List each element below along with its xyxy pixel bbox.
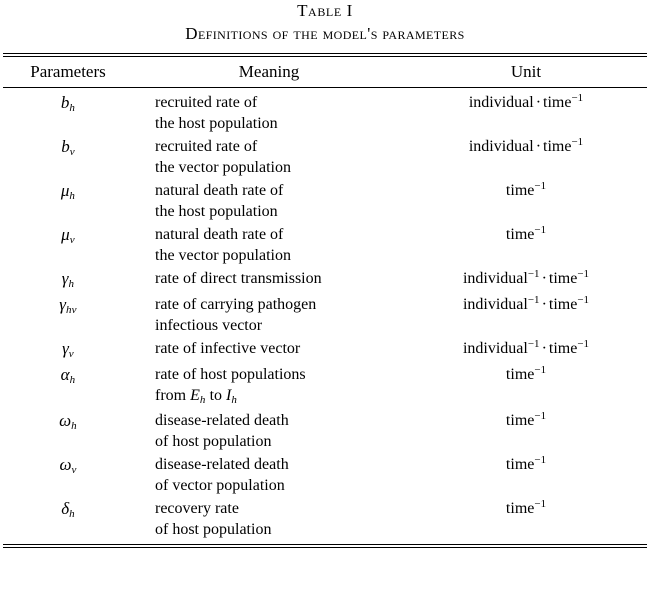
- table-row: [3, 336, 647, 362]
- table-body: [3, 88, 647, 540]
- parameter-unit: time$^{-1}$: [505, 180, 547, 199]
- bottom-double-rule: [0, 544, 650, 548]
- column-header-meaning: Meaning: [238, 62, 300, 81]
- rule-bottom-outer: [3, 547, 647, 548]
- meaning-line-2: of vector population: [155, 477, 285, 494]
- table-row: [3, 88, 647, 134]
- parameter-unit: individual · time$^{-1}$: [468, 92, 584, 111]
- parameter-symbol: $\mu_v$: [61, 225, 75, 246]
- column-header-parameters: Parameters: [30, 62, 106, 81]
- meaning-line-2: of host population: [155, 433, 272, 450]
- parameter-symbol: $\gamma_v$: [62, 339, 74, 360]
- meaning-line-1: rate of carrying pathogen: [155, 296, 317, 313]
- meaning-line-2: from $E_h$ to $I_h$: [155, 387, 238, 406]
- meaning-line-1: recovery rate: [155, 500, 239, 517]
- parameter-symbol: $b_v$: [61, 137, 75, 158]
- parameter-meaning: [133, 336, 405, 362]
- meaning-line-2: the vector population: [155, 247, 291, 264]
- parameter-meaning: [133, 134, 405, 178]
- parameter-meaning: [133, 88, 405, 134]
- meaning-line-2: infectious vector: [155, 317, 263, 334]
- table-row: [3, 362, 647, 408]
- meaning-line-2: of host population: [155, 521, 272, 538]
- meaning-line-1: rate of infective vector: [155, 340, 301, 357]
- table-title: Definitions of the model's parameters: [185, 24, 465, 43]
- parameter-unit: individual$^{-1}$ · time$^{-1}$: [462, 338, 590, 357]
- table-row: [3, 408, 647, 452]
- parameter-meaning: [133, 496, 405, 540]
- meaning-line-1: recruited rate of: [155, 94, 258, 111]
- parameter-unit: time$^{-1}$: [505, 454, 547, 473]
- parameter-symbol: $\mu_h$: [60, 181, 76, 202]
- parameters-table: [3, 57, 647, 87]
- meaning-line-2: the vector population: [155, 159, 291, 176]
- parameter-symbol: $\gamma_{hv}$: [59, 295, 77, 316]
- meaning-line-1: disease-related death: [155, 412, 289, 429]
- meaning-line-1: natural death rate of: [155, 182, 284, 199]
- parameter-unit: time$^{-1}$: [505, 224, 547, 243]
- parameter-symbol: $b_h$: [60, 93, 76, 114]
- column-header-unit: Unit: [510, 62, 542, 81]
- table-row: [3, 452, 647, 496]
- meaning-line-1: rate of direct transmission: [155, 270, 322, 287]
- table-number: Table I: [297, 1, 353, 20]
- table-header: [3, 57, 647, 87]
- parameter-meaning: [133, 292, 405, 336]
- parameter-symbol: $\alpha_h$: [60, 365, 76, 386]
- meaning-line-1: disease-related death: [155, 456, 289, 473]
- table-row: [3, 178, 647, 222]
- parameter-symbol: $\gamma_h$: [61, 269, 75, 290]
- parameter-meaning: [133, 222, 405, 266]
- parameter-meaning: [133, 266, 405, 292]
- parameter-symbol: $\omega_v$: [59, 455, 77, 476]
- parameter-unit: time$^{-1}$: [505, 410, 547, 429]
- table-row: [3, 222, 647, 266]
- parameter-meaning: [133, 408, 405, 452]
- table-row: [3, 134, 647, 178]
- meaning-line-1: rate of host populations: [155, 366, 306, 383]
- parameter-unit: time$^{-1}$: [505, 498, 547, 517]
- meaning-line-1: recruited rate of: [155, 138, 258, 155]
- meaning-line-1: natural death rate of: [155, 226, 284, 243]
- table-caption: [0, 0, 650, 45]
- table-row: [3, 266, 647, 292]
- table-row: [3, 496, 647, 540]
- parameter-meaning: [133, 452, 405, 496]
- meaning-line-2: the host population: [155, 203, 278, 220]
- parameter-symbol: $\omega_h$: [59, 411, 77, 432]
- table-row: [3, 292, 647, 336]
- parameter-unit: individual$^{-1}$ · time$^{-1}$: [462, 294, 590, 313]
- meaning-line-2: the host population: [155, 115, 278, 132]
- parameters-table-body: [3, 88, 647, 540]
- parameter-meaning: [133, 362, 405, 408]
- parameter-unit: time$^{-1}$: [505, 364, 547, 383]
- parameter-unit: individual · time$^{-1}$: [468, 136, 584, 155]
- parameter-meaning: [133, 178, 405, 222]
- header-row: [3, 57, 647, 87]
- parameter-symbol: $\delta_h$: [61, 499, 75, 520]
- parameter-unit: individual$^{-1}$ · time$^{-1}$: [462, 268, 590, 287]
